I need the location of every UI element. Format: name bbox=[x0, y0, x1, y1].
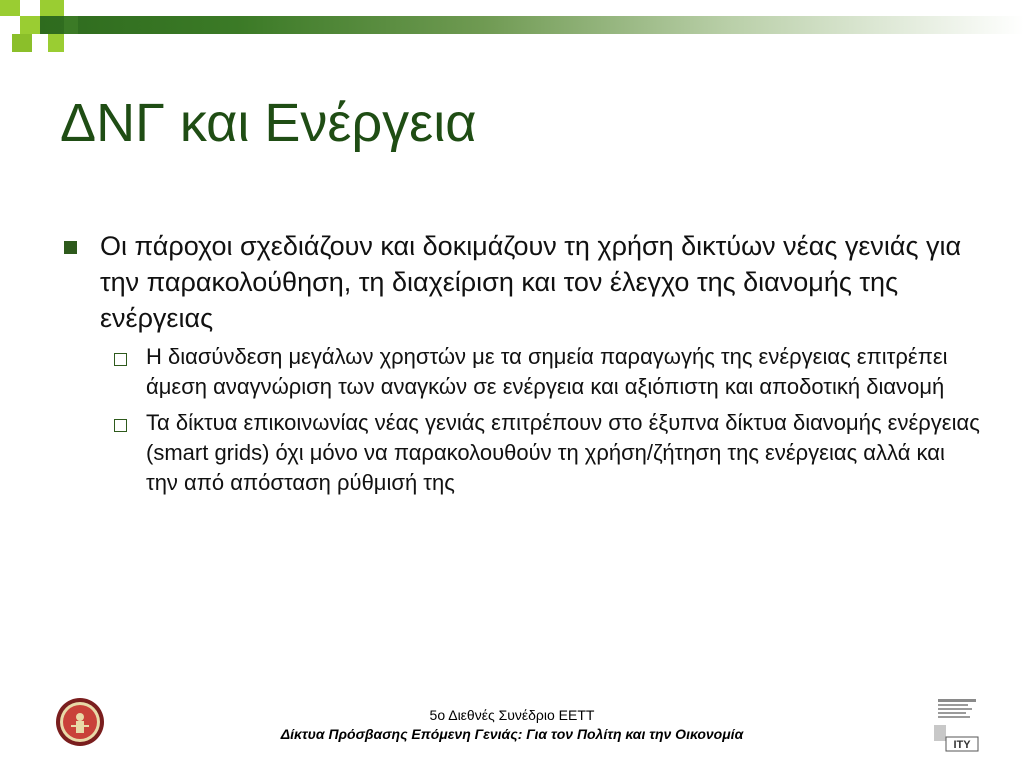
footer-subtitle: Δίκτυα Πρόσβασης Επόμενη Γενιάς: Για τον Πολίτη και την Οικονομία bbox=[280, 726, 744, 742]
deco-square bbox=[64, 16, 78, 34]
hollow-square-bullet-icon bbox=[114, 353, 127, 366]
svg-text:ITY: ITY bbox=[953, 739, 971, 751]
deco-square bbox=[40, 0, 64, 16]
sub-bullet-item bbox=[60, 408, 980, 498]
deco-square bbox=[20, 0, 40, 16]
slide-body bbox=[60, 228, 980, 498]
deco-square bbox=[0, 0, 20, 16]
bullet-text: Οι πάροχοι σχεδιάζουν και δοκιμάζουν τη χρήση δικτύων νέας γενιάς για την παρακολούθηση, τη διαχείριση και τον έλεγχο της διανομής της ενέργειας bbox=[100, 231, 962, 333]
deco-square bbox=[0, 16, 20, 34]
square-bullet-icon bbox=[64, 241, 77, 254]
ity-logo-icon bbox=[932, 697, 980, 755]
sub-bullet-item bbox=[60, 342, 980, 402]
top-gradient-band bbox=[40, 16, 1024, 34]
footer bbox=[180, 706, 844, 744]
deco-square bbox=[20, 16, 40, 34]
deco-square bbox=[12, 34, 32, 52]
university-seal-icon bbox=[55, 697, 105, 747]
slide-title: ΔΝΓ και Ενέργεια bbox=[60, 93, 477, 153]
sub-bullet-text: Η διασύνδεση μεγάλων χρηστών με τα σημεία παραγωγής της ενέργειας επιτρέπει άμεση αναγνώριση των αναγκών σε ενέργεια και αξιόπιστη και αποδοτική διανομή bbox=[146, 344, 948, 399]
hollow-square-bullet-icon bbox=[114, 419, 127, 432]
sub-bullet-text: Τα δίκτυα επικοινωνίας νέας γενιάς επιτρέπουν στο έξυπνα δίκτυα διανομής ενέργειας (smart grids) όχι μόνο να παρακολουθούν τη χρήση/ζήτηση της ενέργειας αλλά και την από απόσταση ρύθμισή της bbox=[146, 410, 980, 495]
bullet-item bbox=[60, 228, 980, 336]
deco-square bbox=[32, 34, 48, 52]
deco-square bbox=[48, 34, 64, 52]
footer-conference-name: 5ο Διεθνές Συνέδριο ΕΕΤΤ bbox=[429, 707, 595, 723]
